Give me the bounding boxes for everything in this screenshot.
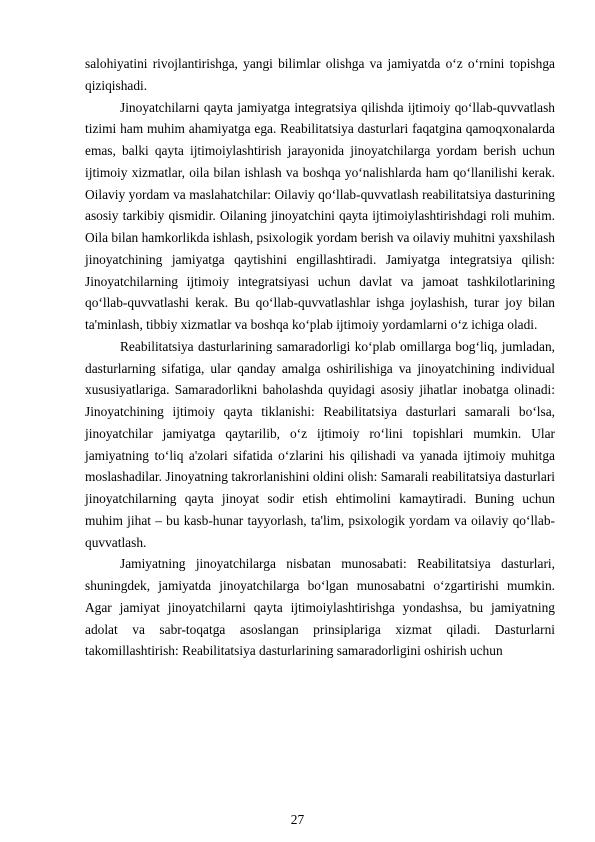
page-number: 27: [290, 812, 305, 827]
paragraph-continuation: salohiyatini rivojlantirishga, yangi bilimlar olishga va jamiyatda o‘z o‘rnini topishga qiziqishadi.: [85, 56, 555, 93]
document-body: [85, 53, 555, 662]
paragraph-society-attitude: Jamiyatning jinoyatchilarga nisbatan munosabati: Reabilitatsiya dasturlari, shuningdek, jamiyatda jinoyatchilarga bo‘lgan munosabatni o‘zgartirishi mumkin. Agar jamiyat jinoyatchilarni qayta ijtimoiylashtirishga yondashsa, bu jamiyatning adolat va sabr-toqatga asoslangan prinsiplariga xizmat qiladi. Dasturlarni takomillashtirish: Reabilitatsiya dasturlarining samaradorligini oshirish uchun: [85, 556, 555, 659]
paragraph-social-support: Jinoyatchilarni qayta jamiyatga integratsiya qilishda ijtimoiy qo‘llab-quvvatlash tizimi ham muhim ahamiyatga ega. Reabilitatsiya dasturlari faqatgina qamoqxonalarda emas, balki qayta ijtimoiylashtirish jarayonida jinoyatchilarga yordam berish uchun ijtimoiy xizmatlar, oila bilan ishlash va boshqa yo‘nalishlarda ham qo‘llanilishi kerak. Oilaviy yordam va maslahatchilar: Oilaviy qo‘llab-quvvatlash reabilitatsiya dasturining asosiy tarkibiy qismidir. Oilaning jinoyatchini qayta ijtimoiylashtirishdagi roli muhim. Oila bilan hamkorlikda ishlash, psixologik yordam berish va oilaviy muhitni yaxshilash jinoyatchining jamiyatga qaytishini engillashtiradi. Jamiyatga integratsiya qilish: Jinoyatchilarning ijtimoiy integratsiyasi uchun davlat va jamoat tashkilotlarining qo‘llab-quvvatlashi kerak. Bu qo‘llab-quvvatlashlar ishga joylashish, turar joy bilan ta'minlash, tibbiy xizmatlar va boshqa ko‘plab ijtimoiy yordamlarni o‘z ichiga oladi.: [85, 99, 555, 332]
paragraph-program-effectiveness: Reabilitatsiya dasturlarining samaradorligi ko‘plab omillarga bog‘liq, jumladan, dasturlarning sifatiga, ular qanday amalga oshirilishiga va jinoyatchining individual xususiyatlariga. Samaradorlikni baholashda quyidagi asosiy jihatlar inobatga olinadi: Jinoyatchining ijtimoiy qayta tiklanishi: Reabilitatsiya dasturlari samarali bo‘lsa, jinoyatchilar jamiyatga qaytarilib, o‘z ijtimoiy ro‘lini topishlari mumkin. Ular jamiyatning to‘liq a'zolari sifatida o‘zlarini his qilishadi va yanada ijtimoiy muhitga moslashadilar. Jinoyatning takrorlanishini oldini olish: Samarali reabilitatsiya dasturlari jinoyatchilarning qayta jinoyat sodir etish ehtimolini kamaytiradi. Buning uchun muhim jihat – bu kasb-hunar tayyorlash, ta'lim, psixologik yordam va oilaviy qo‘llab-quvvatlash.: [85, 338, 555, 550]
